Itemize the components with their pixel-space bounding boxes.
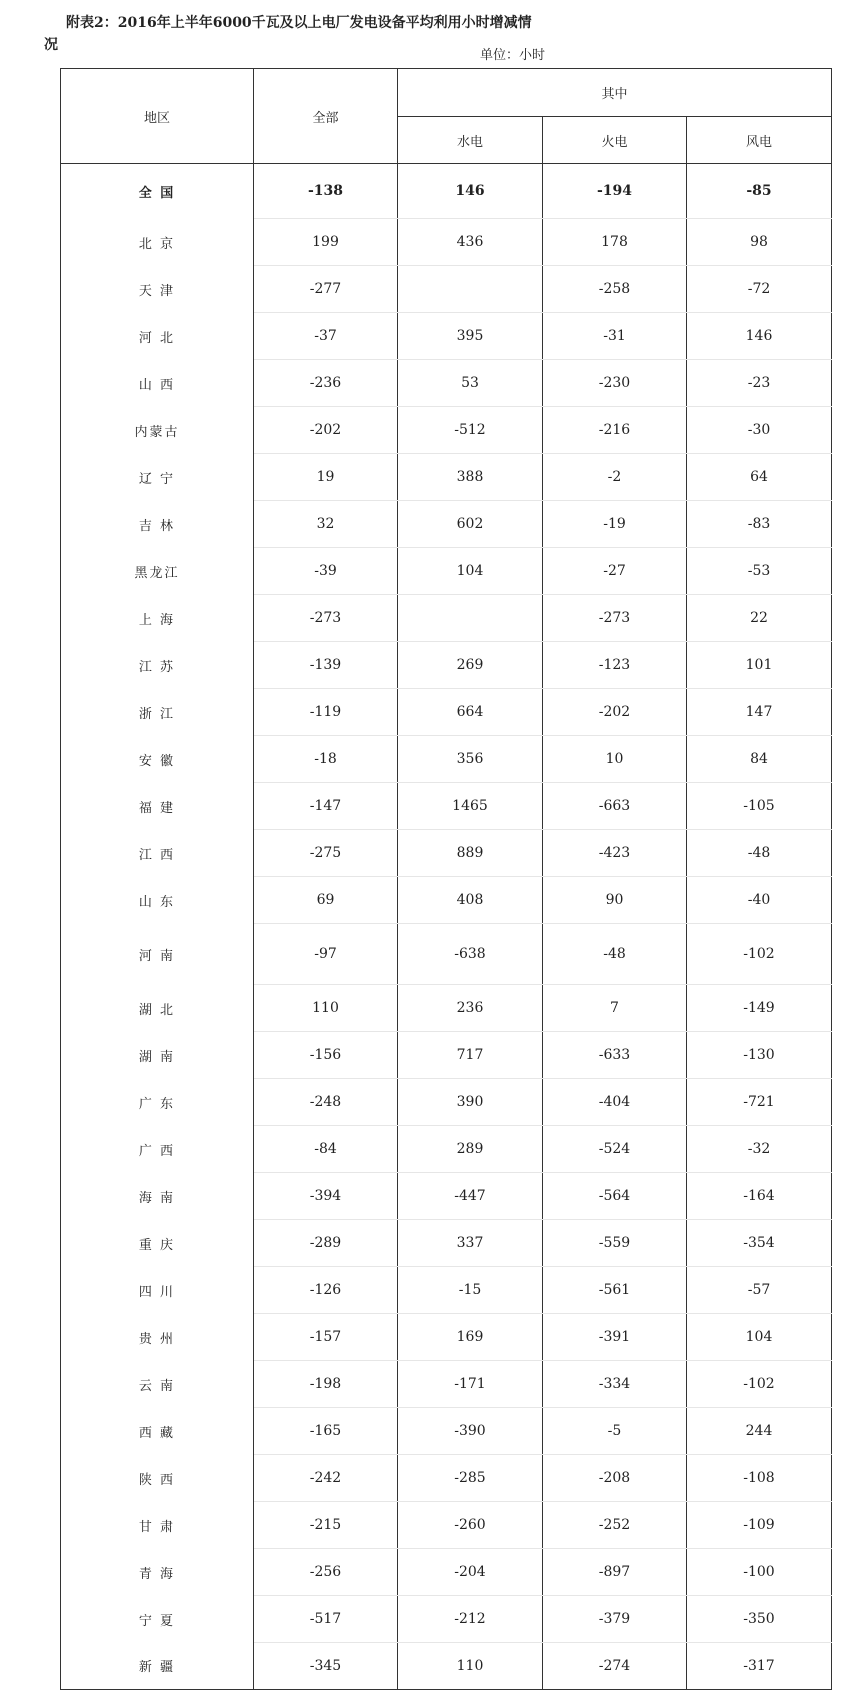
cell-wind: 98 <box>687 219 832 266</box>
cell-thermal: -48 <box>543 924 687 985</box>
cell-thermal: -5 <box>543 1408 687 1455</box>
cell-total: -289 <box>254 1220 398 1267</box>
cell-total: -119 <box>254 689 398 736</box>
cell-hydro: 236 <box>398 985 543 1032</box>
table-row <box>61 689 832 736</box>
cell-hydro: 408 <box>398 877 543 924</box>
cell-thermal: -564 <box>543 1173 687 1220</box>
cell-hydro: 289 <box>398 1126 543 1173</box>
cell-thermal: -559 <box>543 1220 687 1267</box>
cell-region: 宁 夏 <box>61 1596 254 1643</box>
table-row <box>61 736 832 783</box>
cell-wind: 101 <box>687 642 832 689</box>
cell-total: -277 <box>254 266 398 313</box>
cell-wind: -30 <box>687 407 832 454</box>
cell-total: -517 <box>254 1596 398 1643</box>
cell-hydro <box>398 266 543 313</box>
cell-thermal: -216 <box>543 407 687 454</box>
table-row <box>61 642 832 689</box>
header-thermal: 火电 <box>543 117 687 164</box>
cell-hydro: -285 <box>398 1455 543 1502</box>
table-row <box>61 783 832 830</box>
cell-total: -84 <box>254 1126 398 1173</box>
cell-wind: -32 <box>687 1126 832 1173</box>
header-hydro: 水电 <box>398 117 543 164</box>
cell-total: -126 <box>254 1267 398 1314</box>
cell-thermal: -252 <box>543 1502 687 1549</box>
header-total: 全部 <box>254 69 398 164</box>
cell-total: -39 <box>254 548 398 595</box>
cell-total: 69 <box>254 877 398 924</box>
cell-total: -165 <box>254 1408 398 1455</box>
cell-region: 上 海 <box>61 595 254 642</box>
cell-thermal: -633 <box>543 1032 687 1079</box>
cell-wind: -130 <box>687 1032 832 1079</box>
cell-region: 海 南 <box>61 1173 254 1220</box>
cell-wind: -108 <box>687 1455 832 1502</box>
cell-hydro: 169 <box>398 1314 543 1361</box>
cell-region: 河 北 <box>61 313 254 360</box>
cell-region: 贵 州 <box>61 1314 254 1361</box>
cell-thermal: -379 <box>543 1596 687 1643</box>
cell-region: 北 京 <box>61 219 254 266</box>
cell-hydro: -390 <box>398 1408 543 1455</box>
title-line-2: 况 <box>44 37 58 53</box>
cell-total: -147 <box>254 783 398 830</box>
cell-region: 青 海 <box>61 1549 254 1596</box>
table-row <box>61 1032 832 1079</box>
cell-total: -248 <box>254 1079 398 1126</box>
cell-region: 广 东 <box>61 1079 254 1126</box>
cell-wind: 84 <box>687 736 832 783</box>
cell-region: 全 国 <box>61 164 254 219</box>
cell-hydro: 436 <box>398 219 543 266</box>
table-row <box>61 985 832 1032</box>
table-row <box>61 1079 832 1126</box>
cell-thermal: -123 <box>543 642 687 689</box>
cell-region: 江 西 <box>61 830 254 877</box>
cell-thermal: -404 <box>543 1079 687 1126</box>
cell-hydro: -15 <box>398 1267 543 1314</box>
cell-region: 湖 北 <box>61 985 254 1032</box>
cell-wind: -354 <box>687 1220 832 1267</box>
table-row <box>61 1173 832 1220</box>
cell-wind: 147 <box>687 689 832 736</box>
cell-region: 甘 肃 <box>61 1502 254 1549</box>
cell-hydro: 664 <box>398 689 543 736</box>
cell-region: 湖 南 <box>61 1032 254 1079</box>
document-title <box>44 12 844 56</box>
table-row <box>61 1596 832 1643</box>
cell-thermal: -19 <box>543 501 687 548</box>
cell-region: 云 南 <box>61 1361 254 1408</box>
cell-thermal: -194 <box>543 164 687 219</box>
table-row <box>61 548 832 595</box>
table-row <box>61 1126 832 1173</box>
cell-thermal: -27 <box>543 548 687 595</box>
cell-hydro: 104 <box>398 548 543 595</box>
cell-region: 浙 江 <box>61 689 254 736</box>
table-row <box>61 1314 832 1361</box>
cell-region: 广 西 <box>61 1126 254 1173</box>
cell-region: 陕 西 <box>61 1455 254 1502</box>
cell-total: -345 <box>254 1643 398 1690</box>
cell-wind: 64 <box>687 454 832 501</box>
cell-thermal: -897 <box>543 1549 687 1596</box>
cell-thermal: -208 <box>543 1455 687 1502</box>
cell-wind: -164 <box>687 1173 832 1220</box>
table-row <box>61 595 832 642</box>
cell-wind: 146 <box>687 313 832 360</box>
cell-total: 199 <box>254 219 398 266</box>
cell-thermal: -273 <box>543 595 687 642</box>
header-region: 地区 <box>61 69 254 164</box>
cell-thermal: 7 <box>543 985 687 1032</box>
cell-hydro: -512 <box>398 407 543 454</box>
cell-region: 西 藏 <box>61 1408 254 1455</box>
cell-wind: -57 <box>687 1267 832 1314</box>
cell-total: -198 <box>254 1361 398 1408</box>
cell-total: -138 <box>254 164 398 219</box>
table-row <box>61 1361 832 1408</box>
cell-total: -97 <box>254 924 398 985</box>
cell-hydro: -447 <box>398 1173 543 1220</box>
cell-thermal: -2 <box>543 454 687 501</box>
cell-wind: -350 <box>687 1596 832 1643</box>
table-row <box>61 360 832 407</box>
cell-hydro: 388 <box>398 454 543 501</box>
cell-total: -242 <box>254 1455 398 1502</box>
cell-thermal: -274 <box>543 1643 687 1690</box>
cell-hydro: 889 <box>398 830 543 877</box>
cell-wind: -149 <box>687 985 832 1032</box>
utilization-hours-table <box>60 68 832 1690</box>
cell-region: 河 南 <box>61 924 254 985</box>
cell-hydro: 395 <box>398 313 543 360</box>
cell-thermal: -561 <box>543 1267 687 1314</box>
cell-total: -275 <box>254 830 398 877</box>
cell-wind: -100 <box>687 1549 832 1596</box>
cell-wind: -53 <box>687 548 832 595</box>
cell-region: 新 疆 <box>61 1643 254 1690</box>
cell-total: -202 <box>254 407 398 454</box>
cell-region: 安 徽 <box>61 736 254 783</box>
cell-hydro: 337 <box>398 1220 543 1267</box>
cell-hydro: -204 <box>398 1549 543 1596</box>
cell-hydro: -171 <box>398 1361 543 1408</box>
table-row <box>61 924 832 985</box>
cell-hydro: 717 <box>398 1032 543 1079</box>
unit-label: 单位：小时 <box>480 48 546 63</box>
cell-hydro: 602 <box>398 501 543 548</box>
table-row <box>61 1549 832 1596</box>
cell-wind: -102 <box>687 1361 832 1408</box>
cell-thermal: 10 <box>543 736 687 783</box>
cell-thermal: -31 <box>543 313 687 360</box>
cell-total: 32 <box>254 501 398 548</box>
cell-total: -139 <box>254 642 398 689</box>
cell-wind: 244 <box>687 1408 832 1455</box>
cell-total: 19 <box>254 454 398 501</box>
cell-wind: -83 <box>687 501 832 548</box>
cell-thermal: 90 <box>543 877 687 924</box>
cell-wind: -102 <box>687 924 832 985</box>
cell-total: -273 <box>254 595 398 642</box>
cell-wind: -40 <box>687 877 832 924</box>
cell-wind: -109 <box>687 1502 832 1549</box>
table-row <box>61 1220 832 1267</box>
cell-total: -236 <box>254 360 398 407</box>
cell-total: -256 <box>254 1549 398 1596</box>
cell-hydro: 1465 <box>398 783 543 830</box>
cell-total: -156 <box>254 1032 398 1079</box>
cell-thermal: -202 <box>543 689 687 736</box>
cell-thermal: -258 <box>543 266 687 313</box>
cell-hydro: 269 <box>398 642 543 689</box>
cell-region: 内蒙古 <box>61 407 254 454</box>
table-row <box>61 501 832 548</box>
cell-total: -18 <box>254 736 398 783</box>
header-of-which: 其中 <box>398 69 832 117</box>
table-row <box>61 313 832 360</box>
title-line-1: 附表2：2016年上半年6000千瓦及以上电厂发电设备平均利用小时增减情 <box>66 15 532 31</box>
table-row <box>61 266 832 313</box>
table-row <box>61 1502 832 1549</box>
cell-total: 110 <box>254 985 398 1032</box>
table-row-national-total <box>61 164 832 219</box>
cell-hydro: 53 <box>398 360 543 407</box>
cell-hydro: -260 <box>398 1502 543 1549</box>
cell-thermal: -524 <box>543 1126 687 1173</box>
cell-thermal: 178 <box>543 219 687 266</box>
cell-region: 重 庆 <box>61 1220 254 1267</box>
cell-thermal: -391 <box>543 1314 687 1361</box>
table-row <box>61 830 832 877</box>
cell-wind: -721 <box>687 1079 832 1126</box>
cell-hydro: 146 <box>398 164 543 219</box>
cell-wind: -23 <box>687 360 832 407</box>
cell-region: 江 苏 <box>61 642 254 689</box>
cell-wind: -85 <box>687 164 832 219</box>
cell-thermal: -334 <box>543 1361 687 1408</box>
cell-region: 黑龙江 <box>61 548 254 595</box>
cell-hydro: 110 <box>398 1643 543 1690</box>
cell-hydro: -638 <box>398 924 543 985</box>
cell-thermal: -423 <box>543 830 687 877</box>
cell-hydro: 390 <box>398 1079 543 1126</box>
cell-wind: 104 <box>687 1314 832 1361</box>
table-row <box>61 1408 832 1455</box>
cell-total: -157 <box>254 1314 398 1361</box>
cell-wind: -72 <box>687 266 832 313</box>
cell-region: 四 川 <box>61 1267 254 1314</box>
cell-wind: -105 <box>687 783 832 830</box>
cell-wind: -48 <box>687 830 832 877</box>
table-row <box>61 219 832 266</box>
cell-region: 福 建 <box>61 783 254 830</box>
cell-hydro: -212 <box>398 1596 543 1643</box>
table-row <box>61 877 832 924</box>
cell-hydro: 356 <box>398 736 543 783</box>
table-row <box>61 407 832 454</box>
cell-hydro <box>398 595 543 642</box>
table-row <box>61 454 832 501</box>
cell-region: 辽 宁 <box>61 454 254 501</box>
cell-total: -37 <box>254 313 398 360</box>
cell-total: -215 <box>254 1502 398 1549</box>
cell-region: 吉 林 <box>61 501 254 548</box>
cell-region: 山 东 <box>61 877 254 924</box>
cell-thermal: -663 <box>543 783 687 830</box>
cell-total: -394 <box>254 1173 398 1220</box>
cell-region: 山 西 <box>61 360 254 407</box>
cell-region: 天 津 <box>61 266 254 313</box>
header-wind: 风电 <box>687 117 832 164</box>
cell-wind: -317 <box>687 1643 832 1690</box>
table-row <box>61 1643 832 1690</box>
cell-wind: 22 <box>687 595 832 642</box>
cell-thermal: -230 <box>543 360 687 407</box>
table-row <box>61 1267 832 1314</box>
table-row <box>61 1455 832 1502</box>
